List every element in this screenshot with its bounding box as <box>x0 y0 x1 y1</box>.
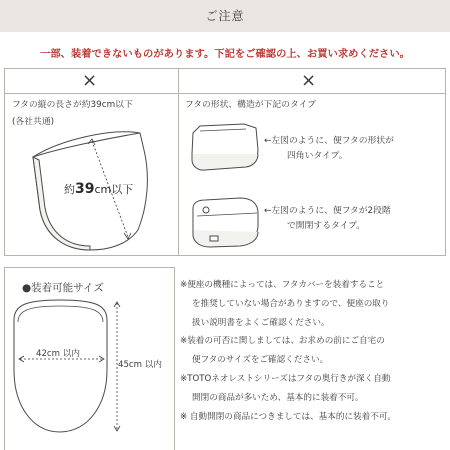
note-line: ※便座の機種によっては、フタカバーを装着すること <box>180 280 385 290</box>
notice-text: 一部、装着できないものがあります。下記をご確認の上、お買い求めください。 <box>40 48 410 60</box>
note-line: を推奨していない場合がありますので、便座の取り <box>192 298 390 309</box>
measure-unit: cm以下 <box>94 183 134 196</box>
left-case-line2: (各社共通) <box>12 117 55 127</box>
compatible-size-title: ●装着可能サイズ <box>22 282 104 294</box>
type2-line1: ←左図のように、便フタが2段階 <box>264 206 391 216</box>
header-title: ご注意 <box>205 9 245 23</box>
width-label: 42cm 以内 <box>36 349 80 359</box>
cross-mark-right: × <box>301 70 317 91</box>
note-line: ※装着の可否に関しましては、お求めの前にご自宅の <box>180 336 385 347</box>
note-line: ※ 自動開閉の商品につきましては、基本的に装着不可。 <box>180 411 397 422</box>
right-case-heading: フタの形状、構造が下記のタイプ <box>185 100 316 110</box>
note-line: 便フタのサイズをご確認ください。 <box>192 355 329 366</box>
type1-line2: 四角いタイプ。 <box>287 151 348 161</box>
height-label: 45cm 以内 <box>118 360 162 370</box>
cross-mark-left: × <box>82 70 98 91</box>
type1-line1: ←左図のように、便フタの形状が <box>264 136 394 146</box>
measure-value: 39 <box>75 181 95 197</box>
note-line: 開閉の商品が多いため、基本的に装着不可。 <box>192 392 364 403</box>
type2-line2: で開閉するタイプ。 <box>287 221 366 231</box>
notes-list <box>180 276 446 426</box>
note-line: ※TOTOネオレストシリーズはフタの奥行きが深く自動 <box>180 373 391 384</box>
measure-prefix: 約 <box>64 183 75 196</box>
left-case-line1: フタの縦の長さが約39cm以下 <box>12 100 133 110</box>
note-line: 扱い説明書をよくご確認ください。 <box>192 317 330 328</box>
